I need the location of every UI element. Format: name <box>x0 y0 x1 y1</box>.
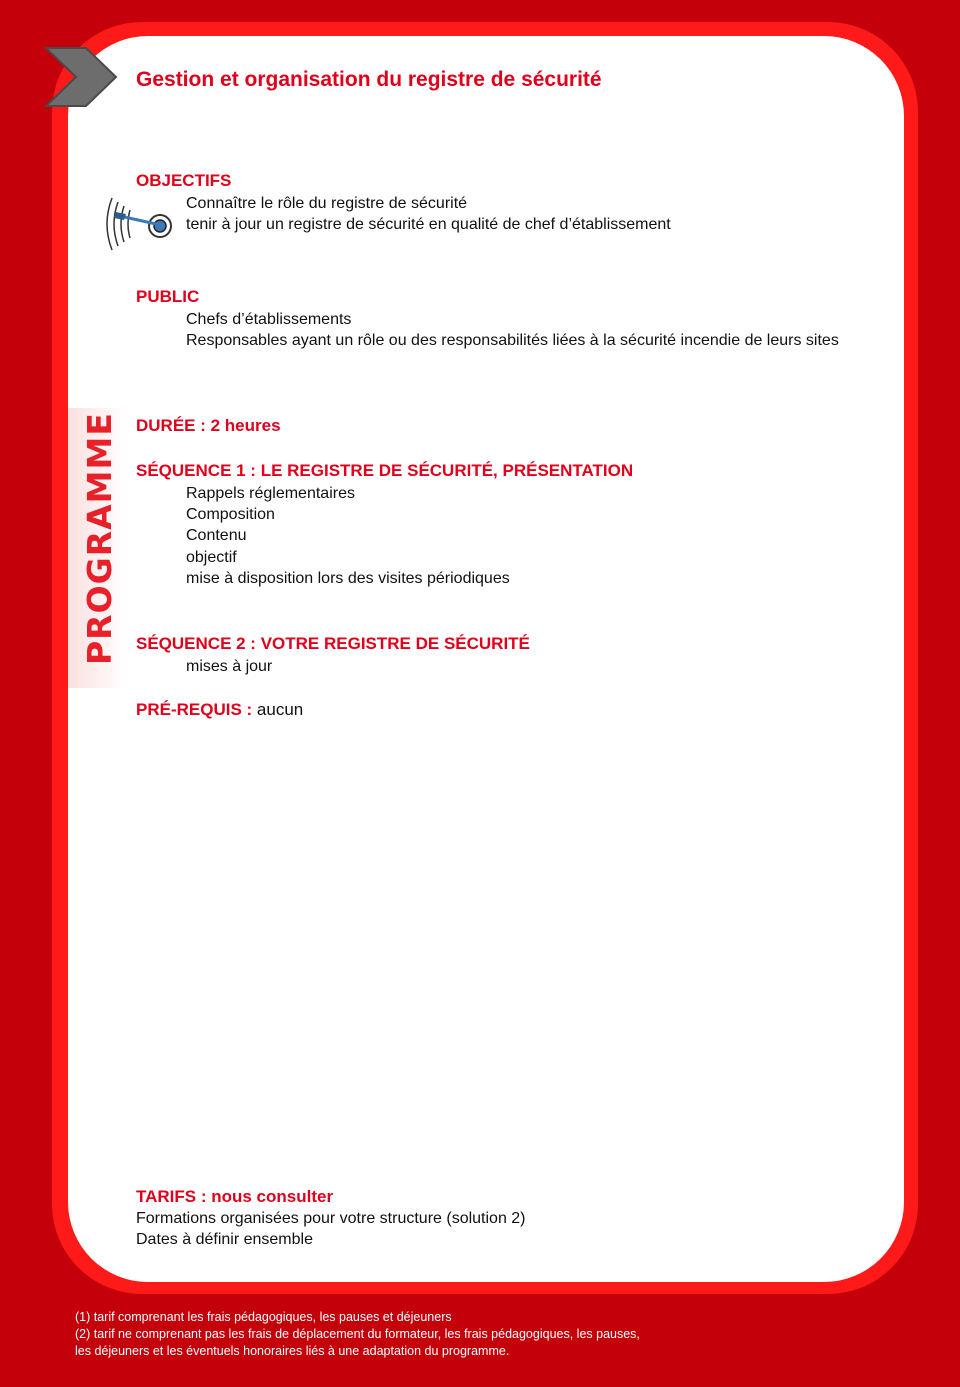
footnote: (1) tarif comprenant les frais pédagogiques, les pauses et déjeuners <box>75 1310 452 1324</box>
sequence1-item: Composition <box>186 506 275 523</box>
duree-heading: DURÉE : 2 heures <box>136 416 281 435</box>
sequence1-item: mise à disposition lors des visites périodiques <box>186 570 510 587</box>
prerequis-label: PRÉ-REQUIS : <box>136 700 253 719</box>
sequence2-heading: SÉQUENCE 2 : VOTRE REGISTRE DE SÉCURITÉ <box>136 634 530 653</box>
chevron-right-icon <box>40 44 120 110</box>
footnote: (2) tarif ne comprenant pas les frais de déplacement du formateur, les frais pédagogiques, les pauses, <box>75 1327 640 1341</box>
side-label-programme: PROGRAMME <box>80 412 119 665</box>
sequence1-item: Rappels réglementaires <box>186 485 355 502</box>
public-item: Chefs d’établissements <box>186 311 352 328</box>
prerequis-value: aucun <box>256 700 304 719</box>
sequence1-item: objectif <box>186 549 237 566</box>
prerequis-heading <box>136 700 303 720</box>
sequence1-heading: SÉQUENCE 1 : LE REGISTRE DE SÉCURITÉ, PRÉSENTATION <box>136 461 634 480</box>
objectif-item: tenir à jour un registre de sécurité en qualité de chef d’établissement <box>186 216 671 233</box>
public-heading: PUBLIC <box>136 287 200 306</box>
sequence2-item: mises à jour <box>186 658 273 675</box>
objectifs-heading: OBJECTIFS <box>136 171 232 190</box>
public-item: Responsables ayant un rôle ou des responsabilités liées à la sécurité incendie de leurs sites <box>186 332 839 349</box>
footnote: les déjeuners et les éventuels honoraires liés à une adaptation du programme. <box>75 1344 510 1358</box>
tarifs-line: Dates à définir ensemble <box>136 1231 313 1248</box>
objectif-item: Connaître le rôle du registre de sécurité <box>186 195 468 212</box>
sequence1-item: Contenu <box>186 527 247 544</box>
tarifs-heading: TARIFS : nous consulter <box>136 1187 334 1206</box>
tarifs-line: Formations organisées pour votre structure (solution 2) <box>136 1210 526 1227</box>
page-title: Gestion et organisation du registre de sécurité <box>136 68 602 91</box>
target-icon <box>106 190 174 258</box>
